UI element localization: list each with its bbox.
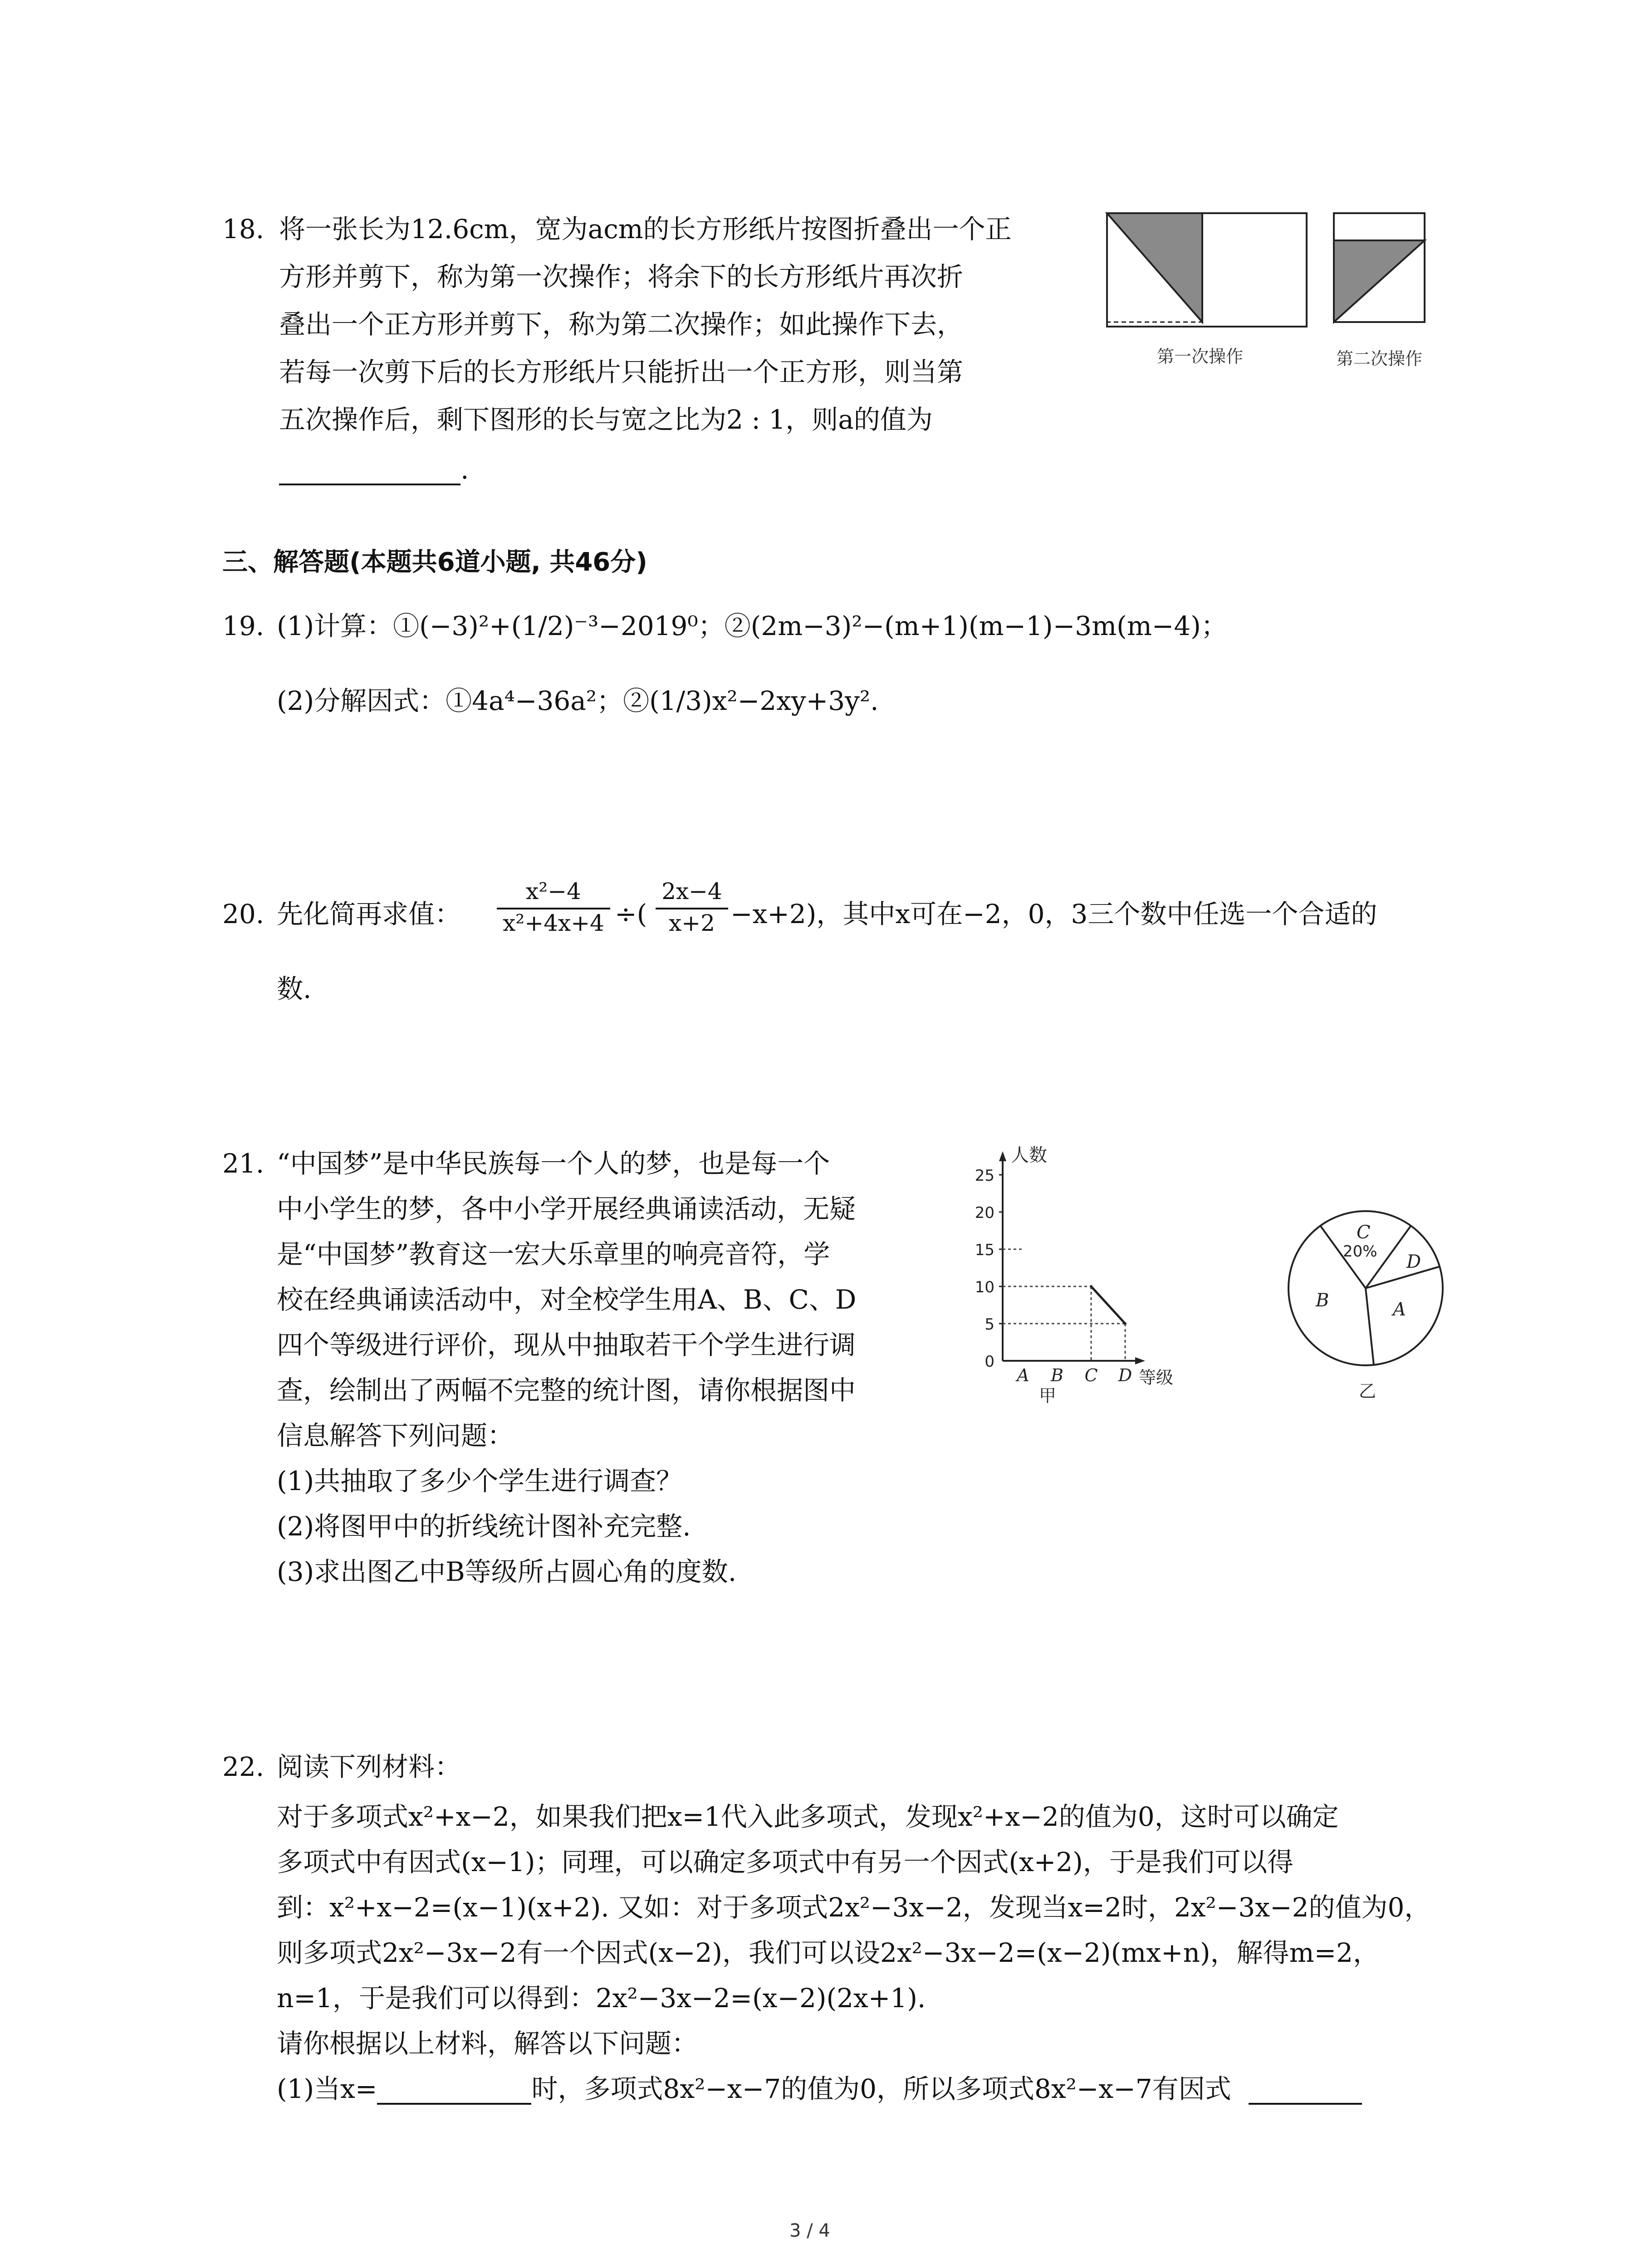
q21-line-7: 信息解答下列问题： xyxy=(277,1420,514,1451)
q20-fraction-2-numerator: 2x−4 xyxy=(661,878,722,904)
chart-ytick-label: 10 xyxy=(975,1278,994,1296)
q21-pie-chart xyxy=(1275,1198,1465,1415)
q22-line-5: n=1，于是我们可以得到：2x²−3x−2=(x−2)(2x+1). xyxy=(277,1983,926,2014)
chart-xtick-label: A xyxy=(1017,1365,1029,1385)
q20-fraction-2-denominator: x+2 xyxy=(656,908,728,937)
q22-line-2: 多项式中有因式(x−1)；同理，可以确定多项式中有另一个因式(x+2)，于是我们可以得 xyxy=(277,1847,1293,1877)
q18-line-4: 若每一次剪下后的长方形纸片只能折出一个正方形，则当第 xyxy=(279,357,964,387)
chart-y-label: 人数 xyxy=(1011,1145,1047,1166)
q18-line-5: 五次操作后，剩下图形的长与宽之比为2 : 1，则a的值为 xyxy=(279,404,933,435)
pie-label-c: C xyxy=(1357,1222,1371,1243)
q22-line-3: 到：x²+x−2=(x−1)(x+2). 又如：对于多项式2x²−3x−2，发现当x=2时，2x²−3x−2的值为0， xyxy=(277,1892,1431,1923)
q21-line-1: “中国梦”是中华民族每一个人的梦，也是每一个 xyxy=(277,1148,830,1179)
chart-xtick-label: D xyxy=(1118,1365,1132,1385)
fold-figure-first xyxy=(1107,213,1307,327)
chart-xtick-label: C xyxy=(1084,1365,1098,1385)
fold-caption-first: 第一次操作 xyxy=(1157,347,1244,367)
q22-title: 阅读下列材料： xyxy=(277,1751,461,1782)
q18-number: 18. xyxy=(222,214,265,244)
q20-fraction-1-numerator: x²−4 xyxy=(526,878,581,904)
fold-figure-second xyxy=(1334,213,1425,322)
chart-ytick-label: 25 xyxy=(975,1167,994,1185)
q19-line-1: (1)计算：①(−3)²+(1/2)⁻³−2019⁰；②(2m−3)²−(m+1)(m−1)−3m(m−4)； xyxy=(277,611,1227,641)
q18-answer-blank[interactable] xyxy=(279,458,460,485)
q22-number: 22. xyxy=(222,1751,265,1782)
q18-answer-line: . xyxy=(279,454,469,485)
q22-x-blank[interactable] xyxy=(377,2077,531,2105)
chart-axes xyxy=(999,1151,1145,1364)
chart-caption: 甲 xyxy=(1039,1386,1057,1406)
q18-line-1: 将一张长为12.6cm，宽为acm的长方形纸片按图折叠出一个正 xyxy=(279,214,1012,244)
chart-ytick-label: 15 xyxy=(975,1241,994,1259)
q21-line-3: 是“中国梦”教育这一宏大乐章里的响亮音符，学 xyxy=(277,1239,830,1270)
chart-data-point xyxy=(1124,1322,1127,1325)
fold-caption-second: 第二次操作 xyxy=(1336,349,1423,369)
q22-part-1: (1)当x= 时，多项式8x²−x−7的值为0，所以多项式8x²−x−7有因式 xyxy=(277,2073,1362,2105)
q22-line-1: 对于多项式x²+x−2，如果我们把x=1代入此多项式，发现x²+x−2的值为0，这时可以确定 xyxy=(277,1801,1339,1832)
q20-number: 20. xyxy=(222,899,265,929)
q20-fraction-1 xyxy=(497,878,610,937)
q22-factor-blank[interactable] xyxy=(1249,2077,1362,2105)
q21-part-3: (3)求出图乙中B等级所占圆心角的度数. xyxy=(277,1556,737,1587)
chart-ytick-label: 20 xyxy=(975,1204,994,1222)
q21-part-2: (2)将图甲中的折线统计图补充完整. xyxy=(277,1511,691,1542)
chart-data-point xyxy=(1090,1285,1092,1288)
pie-divider-a-b xyxy=(1366,1288,1374,1365)
q18-line-3: 叠出一个正方形并剪下，称为第二次操作；如此操作下去， xyxy=(279,309,964,340)
pie-caption: 乙 xyxy=(1359,1381,1376,1401)
q22-line-6: 请你根据以上材料，解答以下问题： xyxy=(277,2028,698,2059)
q19-number: 19. xyxy=(222,611,265,641)
chart-x-arrow xyxy=(1135,1357,1145,1364)
chart-xtick-label: B xyxy=(1051,1365,1063,1385)
pie-divider-d-a xyxy=(1366,1266,1440,1288)
q21-line-5: 四个等级进行评价，现从中抽取若干个学生进行调 xyxy=(277,1330,856,1360)
q21-line-2: 中小学生的梦，各中小学开展经典诵读活动，无疑 xyxy=(277,1193,856,1224)
q18-line-2: 方形并剪下，称为第一次操作；将余下的长方形纸片再次折 xyxy=(279,261,964,292)
q21-line-6: 查，绘制出了两幅不完整的统计图，请你根据图中 xyxy=(277,1375,856,1406)
q20-fraction-2 xyxy=(656,878,728,937)
q22-line-4: 则多项式2x²−3x−2有一个因式(x−2)，我们可以设2x²−3x−2=(x−2)(mx+n)，解得m=2， xyxy=(277,1937,1380,1968)
chart-ytick-label: 5 xyxy=(985,1315,994,1334)
pie-label-d: D xyxy=(1406,1251,1421,1272)
q20-divide: ÷( xyxy=(615,899,647,929)
q21-line-4: 校在经典诵读活动中，对全校学生用A、B、C、D xyxy=(277,1284,857,1315)
q21-part-1: (1)共抽取了多少个学生进行调查？ xyxy=(277,1466,683,1496)
pie-label-c-percent: 20% xyxy=(1343,1242,1377,1261)
q21-line-chart xyxy=(944,1143,1198,1406)
q19-line-2: (2)分解因式：①4a⁴−36a²；②(1/3)x²−2xy+3y². xyxy=(277,685,879,716)
q20-line-2: 数. xyxy=(277,973,312,1004)
chart-x-label: 等级 xyxy=(1139,1368,1174,1388)
q21-number: 21. xyxy=(222,1148,265,1179)
q20-rest: −x+2)，其中x可在−2，0，3三个数中任选一个合适的 xyxy=(730,899,1377,929)
chart-y-arrow xyxy=(999,1151,1006,1161)
chart-ytick-label: 0 xyxy=(985,1353,994,1371)
pie-label-b: B xyxy=(1316,1290,1329,1311)
section-heading: 三、解答题(本题共6道小题, 共46分) xyxy=(222,547,647,577)
q20-fraction-1-denominator: x²+4x+4 xyxy=(497,908,610,937)
page-number: 3 / 4 xyxy=(789,2220,830,2241)
pie-label-a: A xyxy=(1393,1299,1406,1320)
q20-intro: 先化简再求值： xyxy=(277,899,461,929)
chart-series-line xyxy=(1091,1286,1125,1324)
